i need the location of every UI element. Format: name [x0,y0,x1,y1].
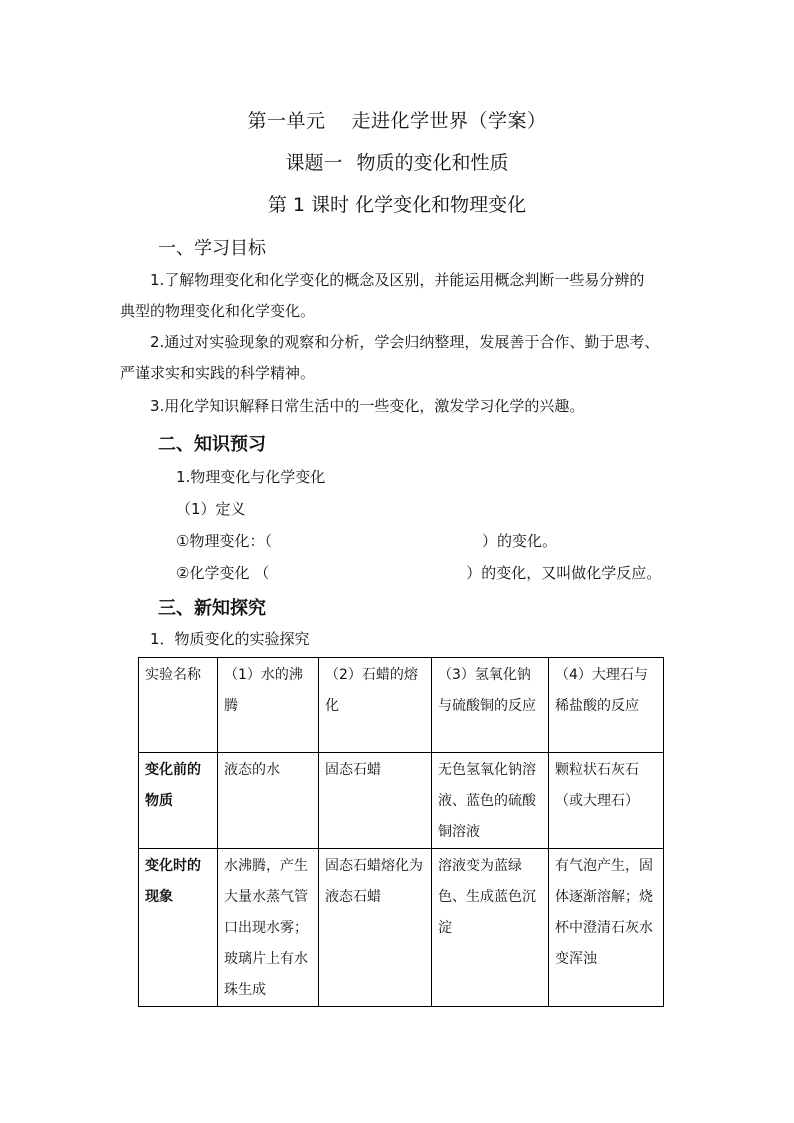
unit-topic: 走进化学世界（学案） [351,110,547,132]
goal-1-line-1: 1.了解物理变化和化学变化的概念及区别，并能运用概念判断一些易分辨的 [150,271,645,289]
table-caption: 1．物质变化的实验探究 [150,630,310,648]
definition-physical [176,526,557,557]
table-row [139,753,664,849]
table-cell: 溶液变为蓝绿色、生成蓝色沉淀 [432,849,549,1007]
preview-subheading: 1.物理变化与化学变化 [176,468,326,486]
row-header-cell: 变化时的现象 [139,849,218,1007]
section-heading-explore: 三、新知探究 [158,598,266,619]
goal-2-line-1: 2.通过对实验现象的观察和分析，学会归纳整理，发展善于合作、勤于思考、 [150,333,660,351]
definition-chemical [176,558,661,589]
unit-label: 第一单元 [247,110,326,132]
goal-1-line-2: 典型的物理变化和化学变化。 [120,302,316,320]
table-cell: 颗粒状石灰石（或大理石） [549,753,664,849]
lesson-title [0,148,794,175]
unit-title [0,106,794,133]
experiment-table [138,657,664,1007]
definition-chemical-end: ）的变化，又叫做化学反应。 [466,564,662,582]
row-header-cell: 变化前的物质 [139,753,218,849]
period-title: 第 1 课时 化学变化和物理变化 [267,194,527,216]
table-cell: 液态的水 [218,753,319,849]
table-header-cell: 实验名称 [139,658,218,753]
table-row [139,849,664,1007]
definition-chemical-start: ②化学变化 （ [176,564,270,582]
section-heading-preview: 二、知识预习 [158,434,266,455]
table-header-cell: （3）氢氧化钠与硫酸铜的反应 [432,658,549,753]
table-cell: 固态石蜡熔化为液态石蜡 [319,849,432,1007]
table-header-cell: （2）石蜡的熔化 [319,658,432,753]
definition-physical-start: ①物理变化：（ [176,532,272,550]
definition-physical-end: ）的变化。 [481,532,557,550]
table-cell: 水沸腾，产生大量水蒸气管口出现水雾；玻璃片上有水珠生成 [218,849,319,1007]
section-heading-goals: 一、学习目标 [158,238,266,259]
table-header-row [139,658,664,753]
lesson-topic: 物质的变化和性质 [356,152,509,174]
table-header-cell: （4）大理石与稀盐酸的反应 [549,658,664,753]
table-header-cell: （1）水的沸腾 [218,658,319,753]
table-cell: 有气泡产生，固体逐渐溶解；烧杯中澄清石灰水变浑浊 [549,849,664,1007]
table-cell: 固态石蜡 [319,753,432,849]
goal-2-line-2: 严谨求实和实践的科学精神。 [120,364,316,382]
table-cell: 无色氢氧化钠溶液、蓝色的硫酸铜溶液 [432,753,549,849]
definition-label: （1）定义 [176,500,246,518]
lesson-label: 课题一 [285,152,343,174]
goal-3: 3.用化学知识解释日常生活中的一些变化，激发学习化学的兴趣。 [150,397,585,415]
